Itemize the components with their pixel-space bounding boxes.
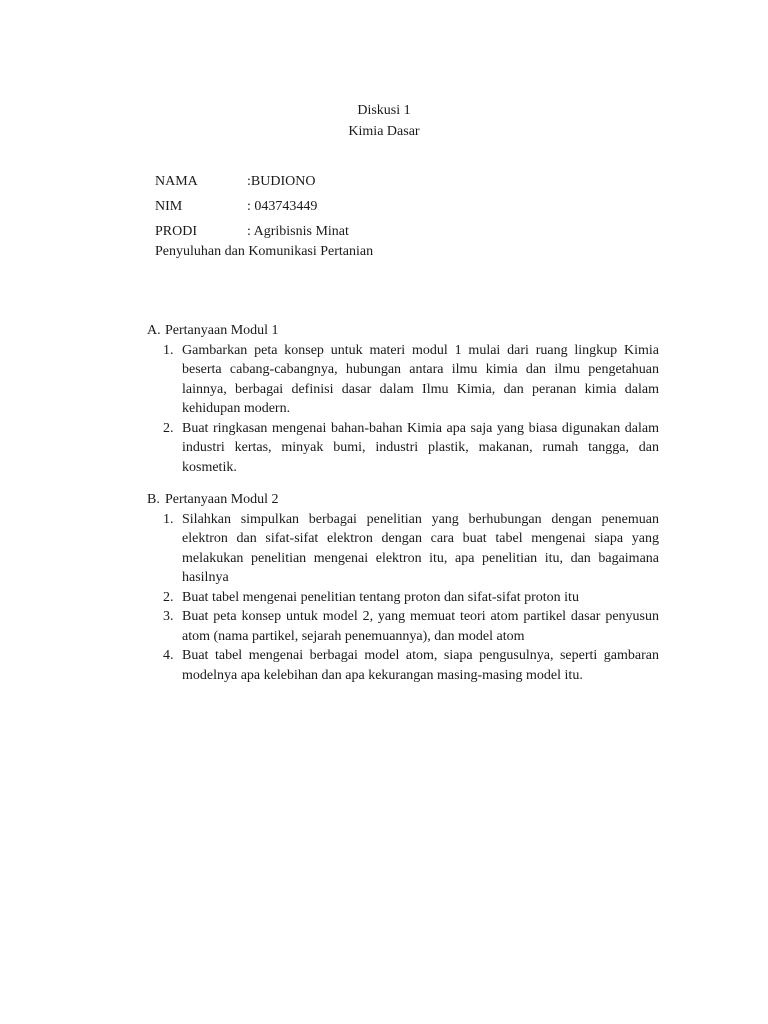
item-number: 4. <box>163 648 174 663</box>
item-number: 3. <box>163 609 174 624</box>
item-text: Buat tabel mengenai penelitian tentang proton dan sifat-sifat proton itu <box>182 589 579 605</box>
list-item <box>147 607 659 646</box>
item-number-wrap <box>147 341 182 419</box>
item-number: 1. <box>163 511 174 527</box>
list-item <box>147 510 659 588</box>
item-number-wrap <box>147 419 182 478</box>
item-number-wrap <box>147 607 182 646</box>
item-text: Buat tabel mengenai berbagai model atom, siapa pengusulnya, seperti gambaran modelnya apa kelebihan dan apa kekurangan masing-masing model itu. <box>182 648 659 683</box>
section-letter: B. <box>147 492 160 507</box>
identity-label: NAMA <box>155 174 198 189</box>
list-item <box>147 588 659 608</box>
question-list <box>147 510 659 686</box>
item-text: Silahkan simpulkan berbagai penelitian yang berhubungan dengan penemuan elektron dan sifat-sifat elektron dengan cara buat tabel mengenai siapa yang melakukan penelitian mengenai elektron itu, apa penelitian itu, dan bagaimana hasilnya <box>182 511 659 585</box>
section-heading <box>147 321 659 341</box>
identity-row-nama <box>155 169 615 194</box>
question-list <box>147 341 659 478</box>
section-heading <box>147 490 659 510</box>
item-text: Gambarkan peta konsep untuk materi modul 1 mulai dari ruang lingkup Kimia beserta cabang-cabangnya, hubungan antara ilmu kimia dan ilmu pengetahuan lainnya, berbagai definisi dasar dalam Ilmu Kimia, dan peranan kimia dalam kehidupan modern. <box>182 342 659 416</box>
document-title: Diskusi 1 <box>357 103 411 118</box>
identity-value: : Agribisnis Minat <box>247 224 349 239</box>
section-letter: A. <box>147 323 161 338</box>
identity-label: PRODI <box>155 224 198 239</box>
document-subtitle: Kimia Dasar <box>348 124 420 139</box>
document-header <box>0 100 768 142</box>
item-text: Buat ringkasan mengenai bahan-bahan Kimia apa saja yang biasa digunakan dalam industri kertas, minyak bumi, industri plastik, makanan, rumah tangga, dan kosmetik. <box>182 420 659 475</box>
section-modul-1 <box>147 321 659 477</box>
list-item <box>147 646 659 685</box>
list-item <box>147 419 659 478</box>
item-number-wrap <box>147 646 182 685</box>
prodi-continuation: Penyuluhan dan Komunikasi Pertanian <box>155 244 374 259</box>
identity-value: :BUDIONO <box>247 174 316 189</box>
item-text: Buat peta konsep untuk model 2, yang memuat teori atom partikel dasar penyusun atom (nama partikel, sejarah penemuannya), dan model atom <box>182 609 659 644</box>
item-number: 2. <box>163 420 174 436</box>
section-title: Pertanyaan Modul 2 <box>165 492 279 507</box>
item-number-wrap <box>147 510 182 588</box>
item-number: 2. <box>163 589 174 605</box>
identity-block <box>155 169 615 264</box>
section-modul-2 <box>147 490 659 685</box>
item-number: 1. <box>163 342 174 358</box>
identity-label: NIM <box>155 199 183 214</box>
identity-value: : 043743449 <box>247 199 318 214</box>
identity-row-nim <box>155 194 615 219</box>
list-item <box>147 341 659 419</box>
item-number-wrap <box>147 588 182 608</box>
section-title: Pertanyaan Modul 1 <box>165 323 279 338</box>
